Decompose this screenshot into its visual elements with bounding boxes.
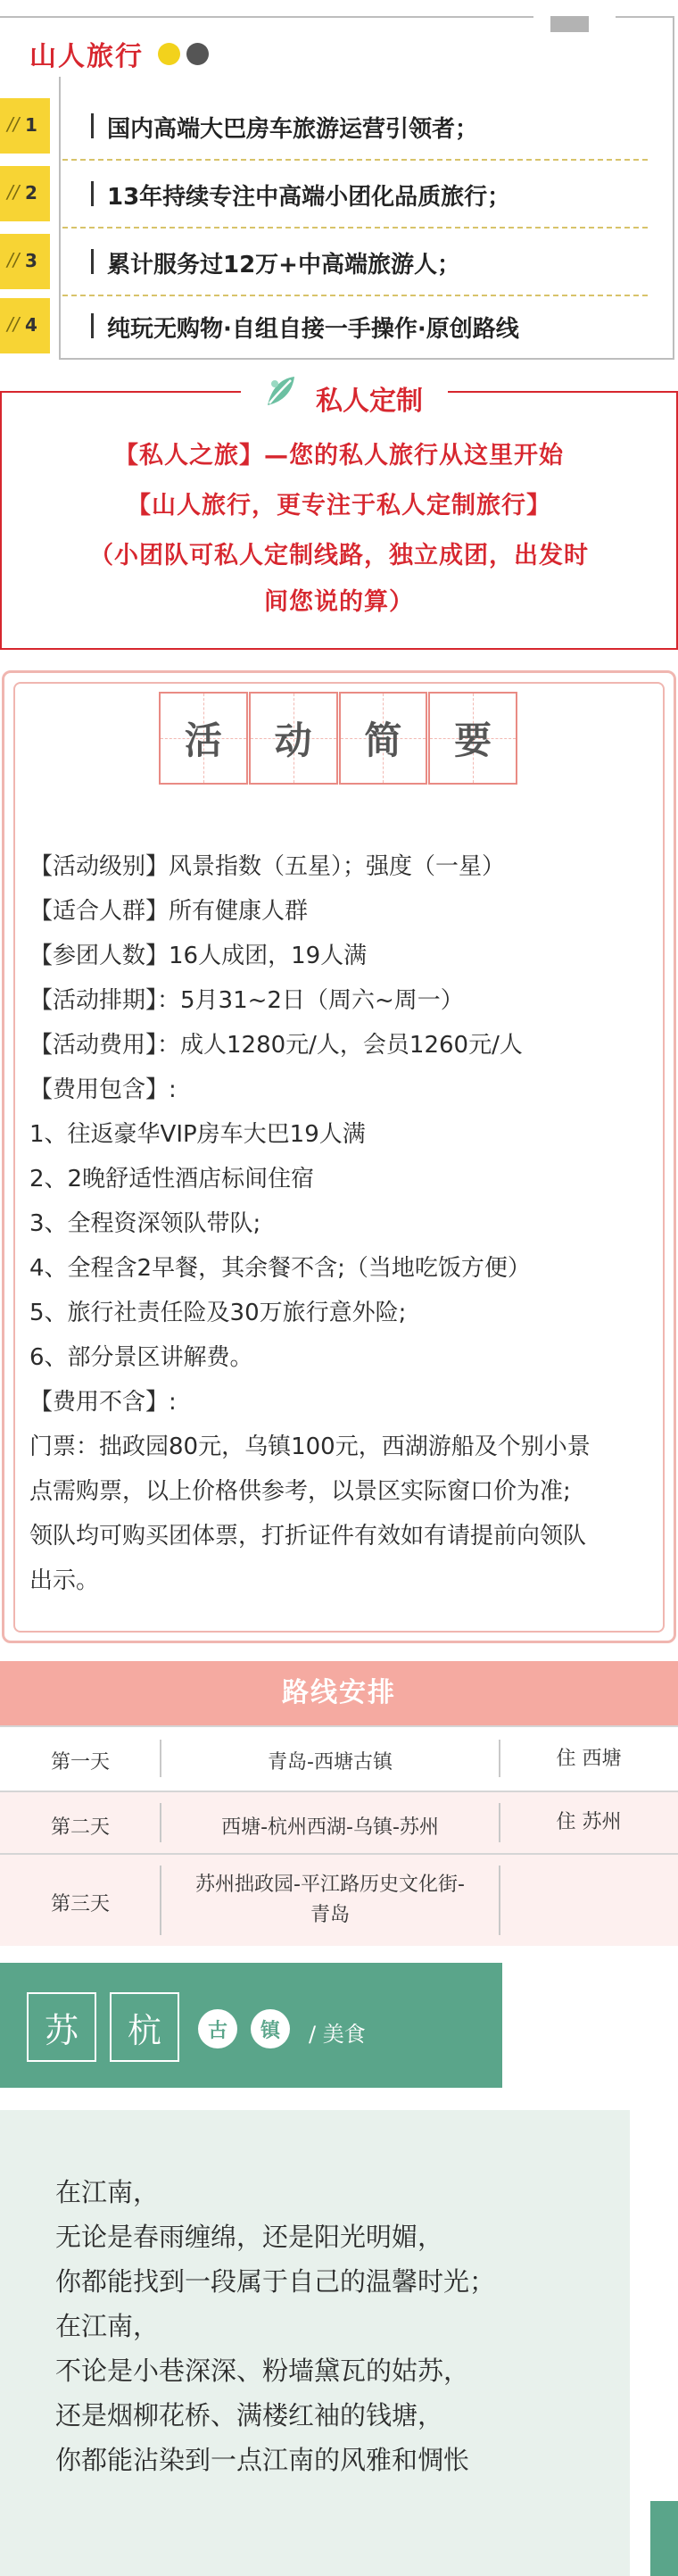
divider-bar — [91, 113, 94, 138]
route-stay: 住 西塘 — [556, 1748, 622, 1770]
activity-info-list — [29, 844, 654, 1603]
feature-number-badge — [0, 98, 50, 154]
route-path: 西塘-杭州西湖-乌镇-苏州 — [221, 1816, 439, 1839]
route-path: 青岛-西塘古镇 — [268, 1751, 393, 1774]
divider-bar — [91, 313, 94, 338]
info-line: 6、部分景区讲解费。 — [29, 1344, 253, 1371]
info-line: 1、往返豪华VIP房车大巴19人满 — [29, 1121, 366, 1148]
private-custom-section — [0, 386, 678, 650]
dashed-separator — [62, 227, 648, 229]
route-day: 第三天 — [50, 1893, 110, 1915]
info-line: 【费用不含】: — [29, 1389, 177, 1416]
info-line: 【活动排期】：5月31~2日（周六~周一） — [29, 987, 464, 1014]
tag-circle: 镇 — [251, 2009, 290, 2048]
tickets-line: 门票：拙政园80元，乌镇100元，西湖游船及个别小景 — [29, 1433, 591, 1460]
slash-mark: // — [7, 113, 20, 135]
poem-line: 无论是春雨缠绵，还是阳光明媚， — [55, 2222, 444, 2252]
slash-mark: // — [7, 181, 20, 203]
feature-number: 3 — [25, 250, 37, 271]
decorative-tab — [550, 16, 589, 32]
route-row — [0, 1727, 678, 1791]
banner-char-box: 苏 — [27, 1992, 96, 2062]
poem-line: 不论是小巷深深、粉墙黛瓦的姑苏， — [55, 2356, 470, 2386]
banner-food-label: / 美食 — [309, 2022, 366, 2047]
route-title: 路线安排 — [0, 1661, 678, 1725]
grey-dot-icon — [186, 43, 209, 65]
poem-line: 还是烟柳花桥、满楼红袖的钱塘， — [55, 2400, 444, 2431]
title-char: 活 — [184, 719, 222, 762]
title-char: 动 — [274, 719, 312, 762]
info-line: 【活动级别】风景指数（五星）；强度（一星） — [29, 853, 506, 880]
frame-line — [59, 358, 674, 360]
feature-row — [0, 298, 678, 353]
feature-number-badge — [0, 166, 50, 221]
feature-number-badge — [0, 298, 50, 353]
route-row — [0, 1855, 678, 1946]
tag-circle: 古 — [198, 2009, 237, 2048]
route-day: 第二天 — [50, 1816, 110, 1839]
info-line: 2、2晚舒适性酒店标间住宿 — [29, 1166, 315, 1192]
custom-line: 【私人之旅】—您的私人旅行从这里开始 — [114, 442, 564, 469]
divider-bar — [91, 249, 94, 274]
title-char: 要 — [454, 719, 492, 762]
route-stay: 住 苏州 — [556, 1811, 622, 1833]
route-path: 苏州拙政园-平江路历史文化街- — [195, 1874, 465, 1896]
divider-bar — [91, 181, 94, 206]
frame-line — [616, 16, 673, 18]
feature-text: 13年持续专注中高端小团化品质旅行； — [107, 184, 511, 211]
summary-title-grid — [159, 692, 517, 785]
info-line: 【参团人数】16人成团，19人满 — [29, 943, 368, 969]
poem-block — [0, 2110, 630, 2576]
custom-title: 私人定制 — [316, 386, 423, 417]
tickets-line: 点需购票，以上价格供参考，以景区实际窗口价为准; — [29, 1478, 571, 1505]
feature-row — [0, 234, 678, 289]
suhang-banner — [0, 1963, 502, 2088]
dashed-separator — [62, 295, 648, 296]
title-char-cell — [249, 692, 338, 785]
banner-char-box: 杭 — [110, 1992, 179, 2062]
poem-line: 在江南， — [55, 2311, 160, 2341]
slash-mark: // — [7, 313, 20, 335]
tickets-line: 领队均可购买团体票，打折证件有效如有请提前向领队 — [29, 1523, 587, 1550]
info-line: 【费用包含】: — [29, 1076, 177, 1103]
feature-row — [0, 98, 678, 154]
tickets-line: 出示。 — [29, 1567, 100, 1594]
brand-title: 山人旅行 — [29, 41, 144, 72]
title-char: 简 — [364, 719, 402, 762]
yellow-dot-icon — [158, 43, 180, 65]
route-day: 第一天 — [50, 1751, 110, 1774]
title-char-cell — [159, 692, 248, 785]
frame-line — [0, 16, 533, 18]
route-row — [0, 1792, 678, 1853]
feature-text: 累计服务过12万+中高端旅游人； — [107, 252, 460, 278]
feature-row — [0, 166, 678, 221]
route-path-continued: 青岛 — [310, 1904, 350, 1926]
info-line: 3、全程资深领队带队; — [29, 1210, 261, 1237]
info-line: 5、旅行社责任险及30万旅行意外险; — [29, 1300, 407, 1326]
poem-line: 在江南， — [55, 2177, 160, 2207]
info-line: 【活动费用】：成人1280元/人，会员1260元/人 — [29, 1032, 523, 1059]
feature-number: 2 — [25, 182, 37, 204]
custom-line: 【山人旅行，更专注于私人定制旅行】 — [127, 492, 551, 519]
feature-number: 4 — [25, 314, 37, 336]
column-divider — [499, 1866, 500, 1935]
info-line: 4、全程含2早餐，其余餐不含;（当地吃饭方便） — [29, 1255, 531, 1282]
feature-text: 国内高端大巴房车旅游运营引领者； — [107, 116, 479, 143]
slash-mark: // — [7, 249, 20, 270]
green-corner-block — [650, 2501, 678, 2576]
title-char-cell — [339, 692, 428, 785]
feature-text: 纯玩无购物·自组自接一手操作·原创路线 — [107, 316, 519, 343]
title-char-cell — [428, 692, 517, 785]
custom-line: （小团队可私人定制线路，独立成团，出发时 — [89, 542, 589, 569]
dashed-separator — [62, 159, 648, 161]
poem-line: 你都能找到一段属于自己的温馨时光； — [55, 2266, 496, 2297]
poem-line: 你都能沾染到一点江南的风雅和惆怅 — [55, 2445, 470, 2475]
feature-number: 1 — [25, 114, 37, 136]
custom-line: 间您说的算） — [264, 588, 414, 616]
intro-header — [0, 0, 678, 366]
leaf-icon — [260, 371, 300, 411]
feature-number-badge — [0, 234, 50, 289]
info-line: 【适合人群】所有健康人群 — [29, 898, 309, 925]
